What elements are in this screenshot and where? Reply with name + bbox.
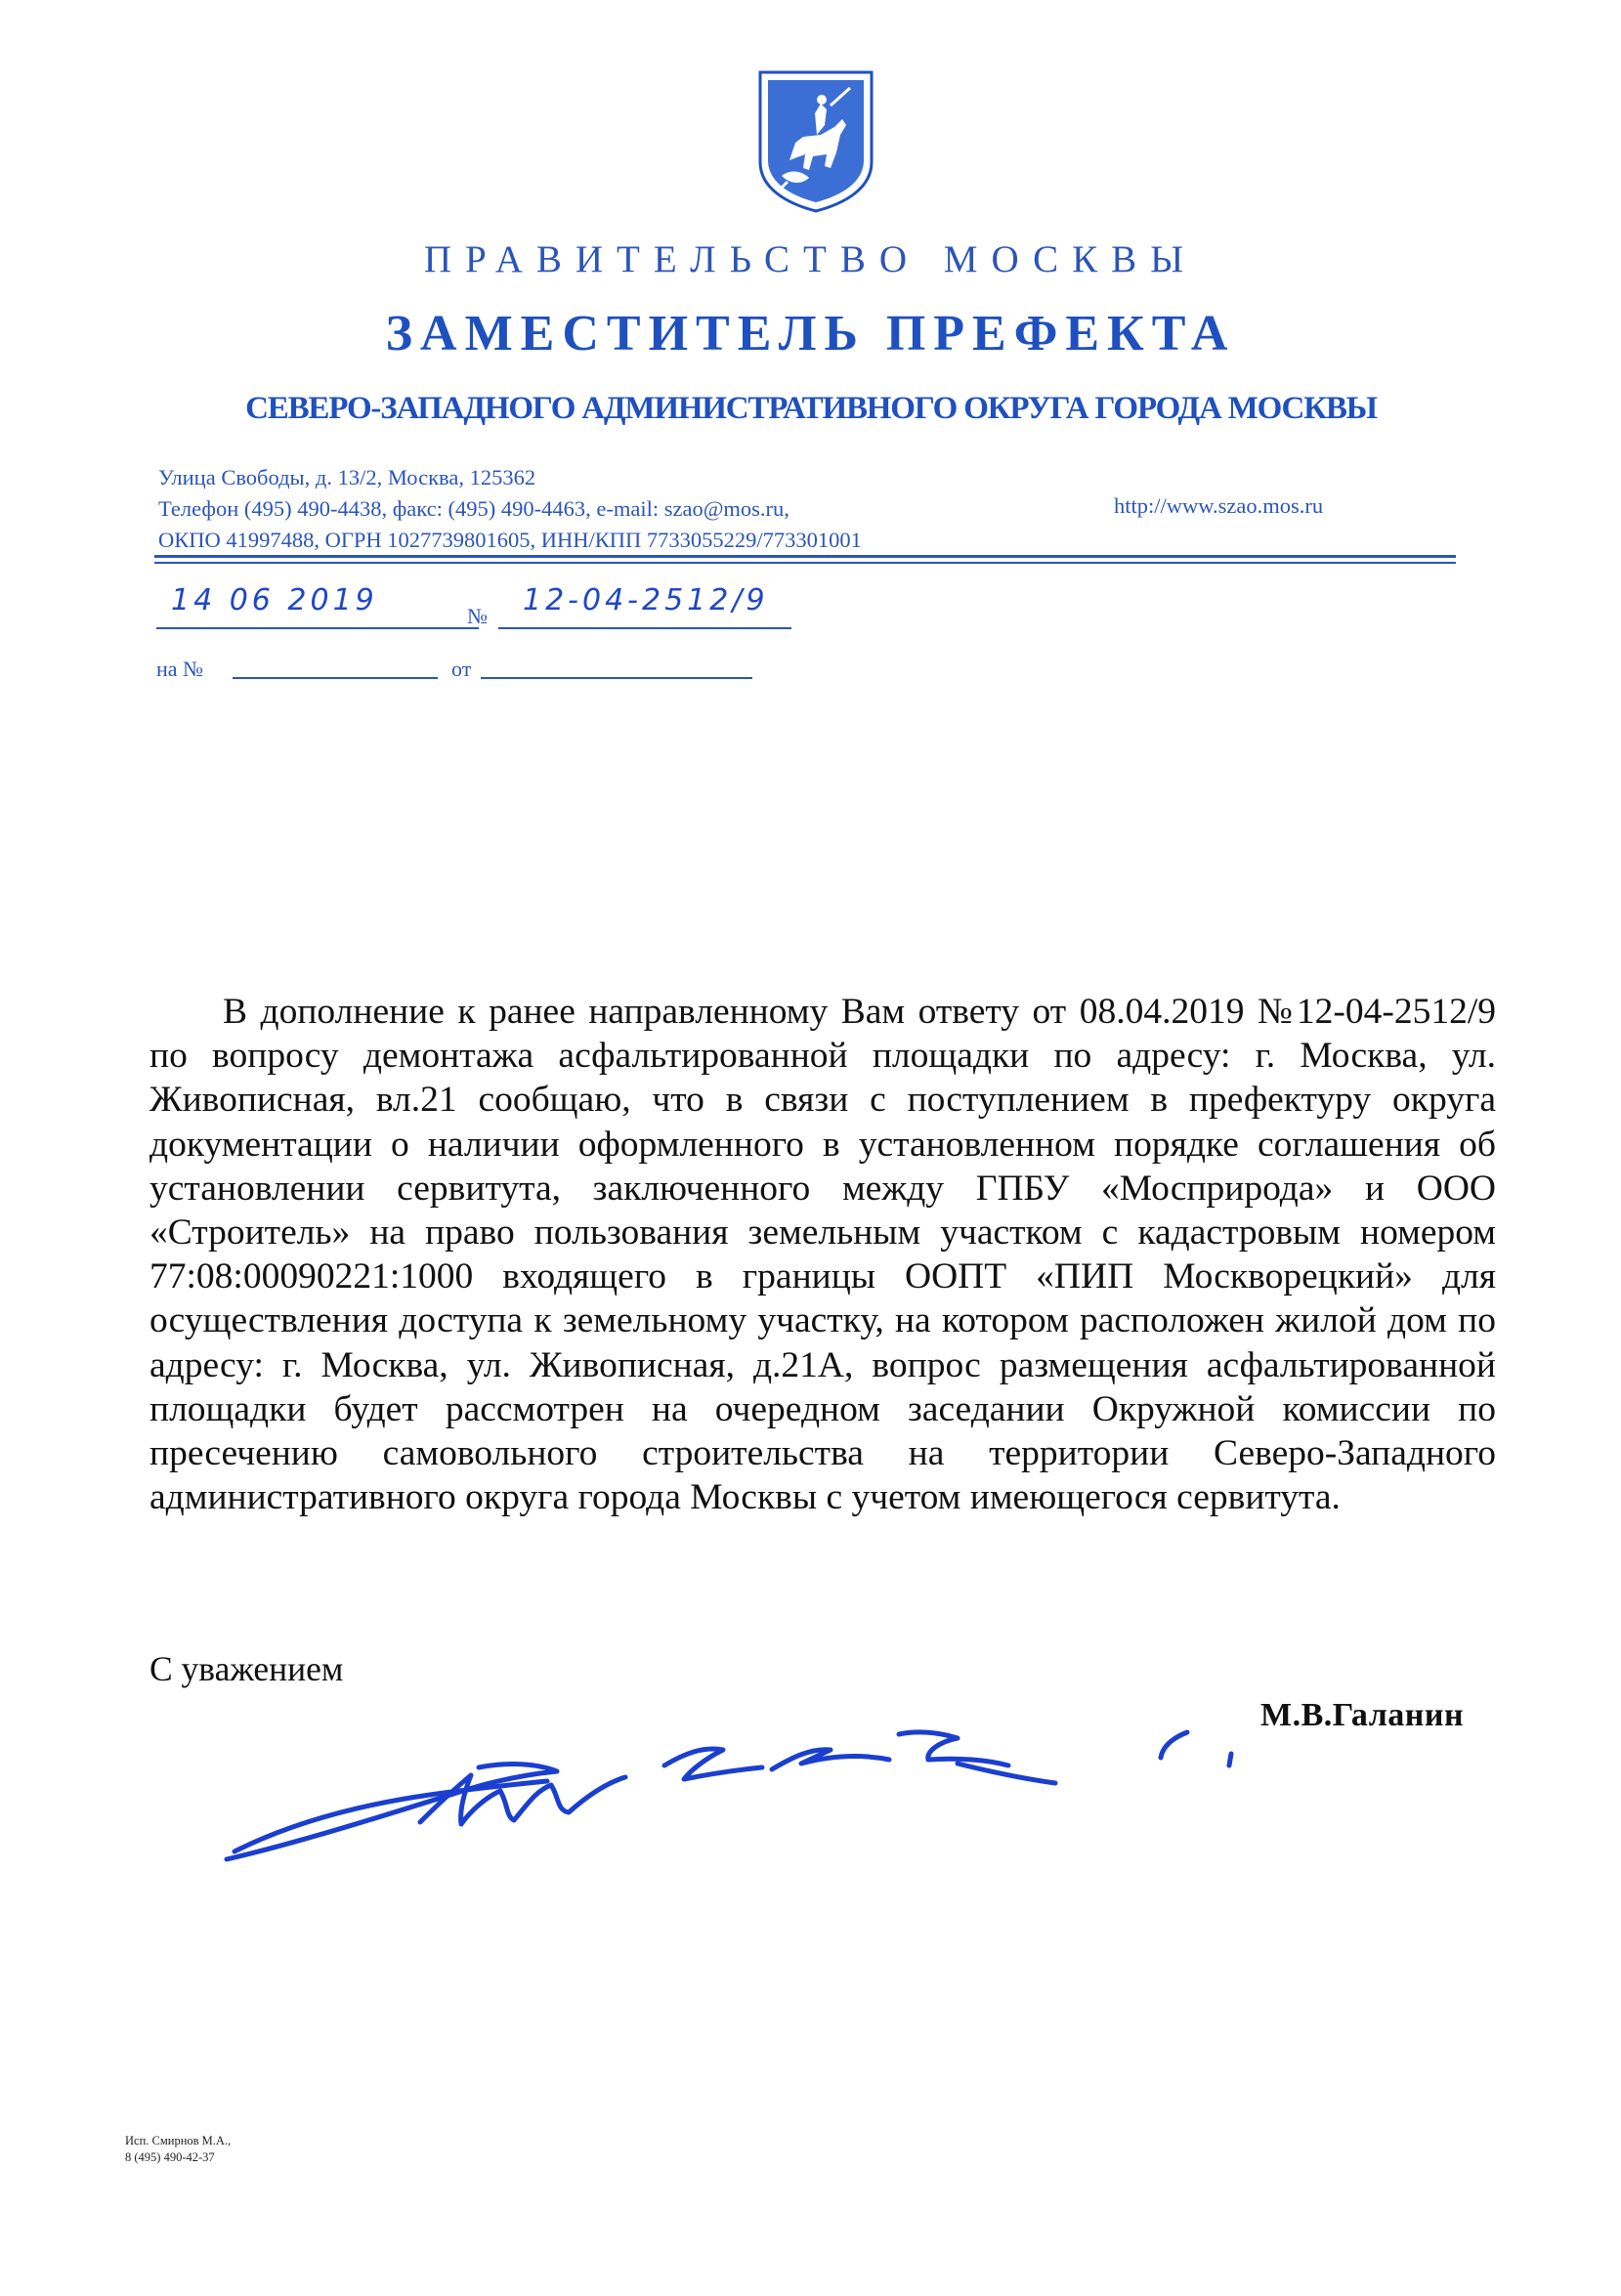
codes-line: ОКПО 41997488, ОГРН 1027739801605, ИНН/КПП 7733055229/773301001: [158, 528, 862, 552]
reference-number-underline: [233, 677, 438, 679]
executor-phone: 8 (495) 490-42-37: [125, 2150, 215, 2164]
executor-block: [125, 2133, 231, 2166]
website-link: http://www.szao.mos.ru: [1114, 493, 1324, 518]
signer-name: М.В.Галанин: [1260, 1697, 1465, 1733]
header-divider-thin: [154, 562, 1456, 564]
letter-body: В дополнение к ранее направленному Вам ответу от 08.04.2019 №12-04-2512/9 по вопросу демонтажа асфальтированной площадки по адресу: г. Москва, ул. Живописная, вл.21 сообщаю, что в связи с поступлением в префектуру округа документации о наличии оформленного в установленном порядке соглашения об установлении сервитута, заключенного между ГПБУ «Мосприрода» и ООО «Строитель» на право пользования земельным участком с кадастровым номером 77:08:00090221:1000 входящего в границы ООПТ «ПИП Москворецкий» для осуществления доступа к земельному участку, на котором расположен жилой дом по адресу: г. Москва, ул. Живописная, д.21А, вопрос размещения асфальтированной площадки будет рассмотрен на очередном заседании Окружной комиссии по пресечению самовольного строительства на территории Северо-Западного административного округа города Москвы с учетом имеющегося сервитута.: [149, 992, 1496, 1518]
moscow-coat-of-arms-icon: [752, 66, 879, 213]
registration-number: 12-04-2512/9: [523, 583, 769, 617]
header-divider: [154, 555, 1456, 558]
executor-name: Исп. Смирнов М.А.,: [125, 2134, 232, 2147]
date-underline: [156, 627, 479, 629]
handwritten-signature: [215, 1695, 1260, 1866]
phone-line: Телефон (495) 490-4438, факс: (495) 490-4463, e-mail: szao@mos.ru,: [158, 496, 789, 521]
reference-label: на №: [156, 657, 204, 681]
government-title: ПРАВИТЕЛЬСТВО МОСКВЫ: [423, 238, 1198, 280]
number-underline: [498, 627, 791, 629]
salutation: С уважением: [149, 1649, 344, 1688]
position-title: ЗАМЕСТИТЕЛЬ ПРЕФЕКТА: [385, 306, 1236, 361]
reference-date-underline: [481, 677, 752, 679]
contact-block: [158, 462, 862, 556]
reference-from-label: от: [451, 657, 472, 681]
registration-date: 14 06 2019: [171, 583, 378, 617]
number-label: №: [467, 604, 488, 628]
address-line: Улица Свободы, д. 13/2, Москва, 125362: [158, 465, 536, 489]
district-title: СЕВЕРО-ЗАПАДНОГО АДМИНИСТРАТИВНОГО ОКРУГА ГОРОДА МОСКВЫ: [245, 391, 1377, 426]
